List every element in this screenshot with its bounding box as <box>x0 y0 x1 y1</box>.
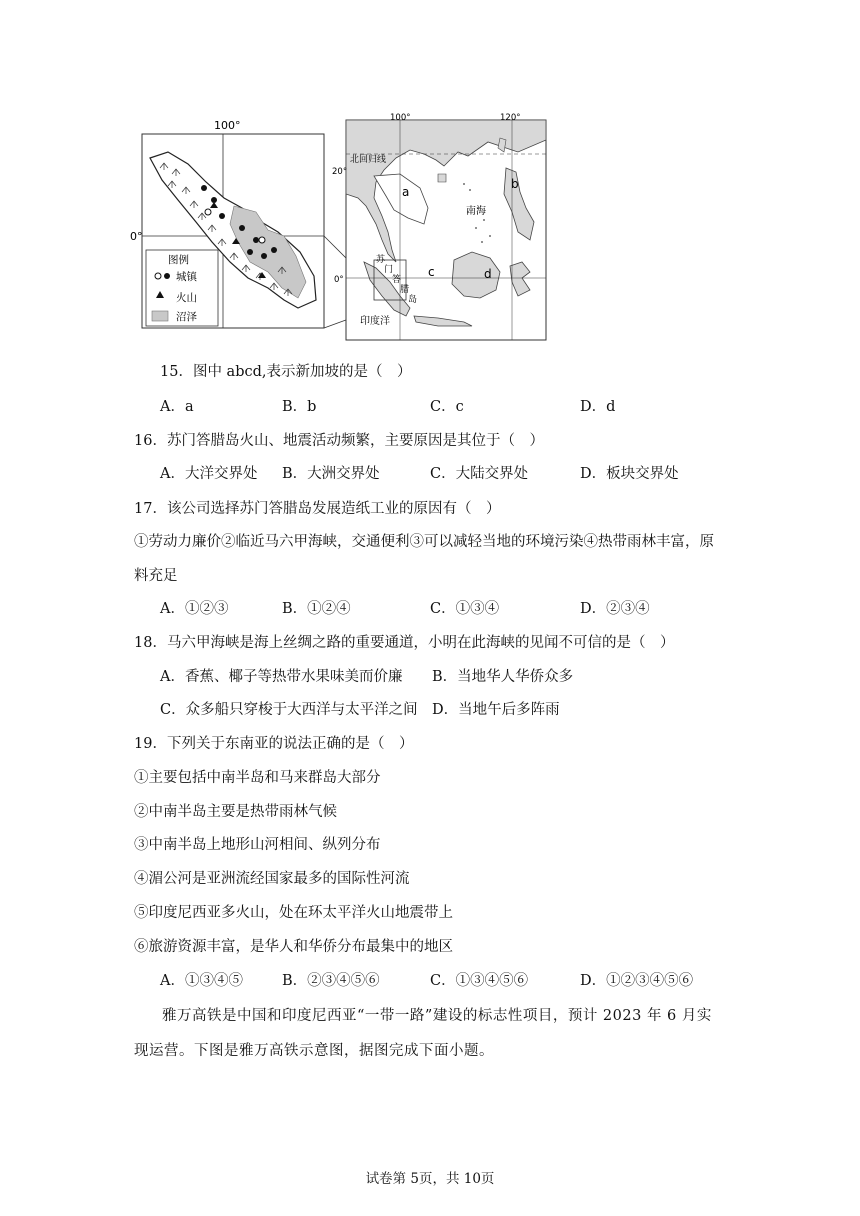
q15-option-d[interactable]: D．d <box>580 399 616 415</box>
hainan-shape <box>438 174 446 182</box>
southeast-asia-map-figure <box>130 112 550 344</box>
question-16-stem: 16．苏门答腊岛火山、地震活动频繁，主要原因是其位于（ ） <box>134 433 544 449</box>
legend-swamp: 沼泽 <box>176 311 197 323</box>
label-c: c <box>428 265 435 279</box>
q15-option-c[interactable]: C．c <box>430 399 464 415</box>
question-17-line-3: 料充足 <box>134 568 178 584</box>
legend-title: 图例 <box>168 254 189 266</box>
q15-option-a[interactable]: A．a <box>160 399 194 415</box>
tropic-label: 北回归线 <box>350 155 387 165</box>
q19-option-d[interactable]: D．①②③④⑤⑥ <box>580 973 694 989</box>
label-d: d <box>484 267 492 281</box>
q16-option-c[interactable]: C．大陆交界处 <box>430 466 529 482</box>
q17-option-b[interactable]: B．①②④ <box>282 601 351 617</box>
q19-statement-1: ①主要包括中南半岛和马来群岛大部分 <box>134 770 381 786</box>
q19-option-a[interactable]: A．①③④⑤ <box>160 973 243 989</box>
question-17-stem: 17．该公司选择苏门答腊岛发展造纸工业的原因有（ ） <box>134 501 501 517</box>
q19-statement-6: ⑥旅游资源丰富，是华人和华侨分布最集中的地区 <box>134 939 453 955</box>
q15-option-b[interactable]: B．b <box>282 399 317 415</box>
q17-option-c[interactable]: C．①③④ <box>430 601 500 617</box>
town-open-icon <box>155 273 161 279</box>
right-lat2: 0° <box>334 275 344 285</box>
q19-option-b[interactable]: B．②③④⑤⑥ <box>282 973 380 989</box>
legend-volcano: 火山 <box>176 292 197 304</box>
q19-statement-3: ③中南半岛上地形山河相间、纵列分布 <box>134 837 381 853</box>
passage-line-1: 雅万高铁是中国和印度尼西亚“一带一路”建设的标志性项目，预计 2023 年 6 月实 <box>162 1008 712 1024</box>
left-lon-label: 100° <box>214 119 241 132</box>
q16-option-b[interactable]: B．大洲交界处 <box>282 466 380 482</box>
indian-ocean-label: 印度洋 <box>360 316 390 327</box>
q17-option-d[interactable]: D．②③④ <box>580 601 650 617</box>
legend-town: 城镇 <box>176 271 197 283</box>
sumatra-char-1: 苏 <box>376 255 386 265</box>
sumatra-char-4: 腊 <box>400 285 410 295</box>
q17-option-a[interactable]: A．①②③ <box>160 601 229 617</box>
q19-option-c[interactable]: C．①③④⑤⑥ <box>430 973 529 989</box>
southeast-asia-map <box>332 113 546 340</box>
sumatra-char-5: 岛 <box>408 295 418 305</box>
right-lat1: 20° <box>332 167 348 177</box>
q18-option-b[interactable]: B．当地华人华侨众多 <box>432 669 574 685</box>
label-a: a <box>402 185 410 199</box>
q16-option-a[interactable]: A．大洋交界处 <box>160 466 258 482</box>
q16-option-d[interactable]: D．板块交界处 <box>580 466 679 482</box>
q19-statement-2: ②中南半岛主要是热带雨林气候 <box>134 804 337 820</box>
question-18-stem: 18．马六甲海峡是海上丝绸之路的重要通道，小明在此海峡的见闻不可信的是（ ） <box>134 635 675 651</box>
map-legend <box>146 250 218 326</box>
right-lon1: 100° <box>390 113 411 123</box>
q18-option-d[interactable]: D．当地午后多阵雨 <box>432 702 560 718</box>
town-filled-icon <box>164 273 170 279</box>
question-19-stem: 19．下列关于东南亚的说法正确的是（ ） <box>134 736 414 752</box>
q18-option-a[interactable]: A．香蕉、椰子等热带水果味美而价廉 <box>160 669 403 685</box>
q19-statement-4: ④湄公河是亚洲流经国家最多的国际性河流 <box>134 871 410 887</box>
label-b: b <box>511 177 519 191</box>
sumatra-map <box>130 119 324 328</box>
swamp-icon <box>152 311 168 321</box>
left-lat-label: 0° <box>130 230 143 243</box>
right-lon2: 120° <box>500 113 521 123</box>
question-15-stem: 15．图中 abcd,表示新加坡的是（ ） <box>160 364 412 380</box>
sumatra-char-3: 答 <box>392 275 402 285</box>
passage-line-2: 现运营。下图是雅万高铁示意图，据图完成下面小题。 <box>134 1043 494 1059</box>
south-china-sea-label: 南海 <box>466 206 486 217</box>
sumatra-char-2: 门 <box>384 265 394 275</box>
q19-statement-5: ⑤印度尼西亚多火山，处在环太平洋火山地震带上 <box>134 905 453 921</box>
page-footer: 试卷第 5页，共 10页 <box>365 1171 495 1187</box>
question-17-line-2: ①劳动力廉价②临近马六甲海峡，交通便利③可以减轻当地的环境污染④热带雨林丰富，原 <box>134 534 714 550</box>
q18-option-c[interactable]: C．众多船只穿梭于大西洋与太平洋之间 <box>160 702 418 718</box>
